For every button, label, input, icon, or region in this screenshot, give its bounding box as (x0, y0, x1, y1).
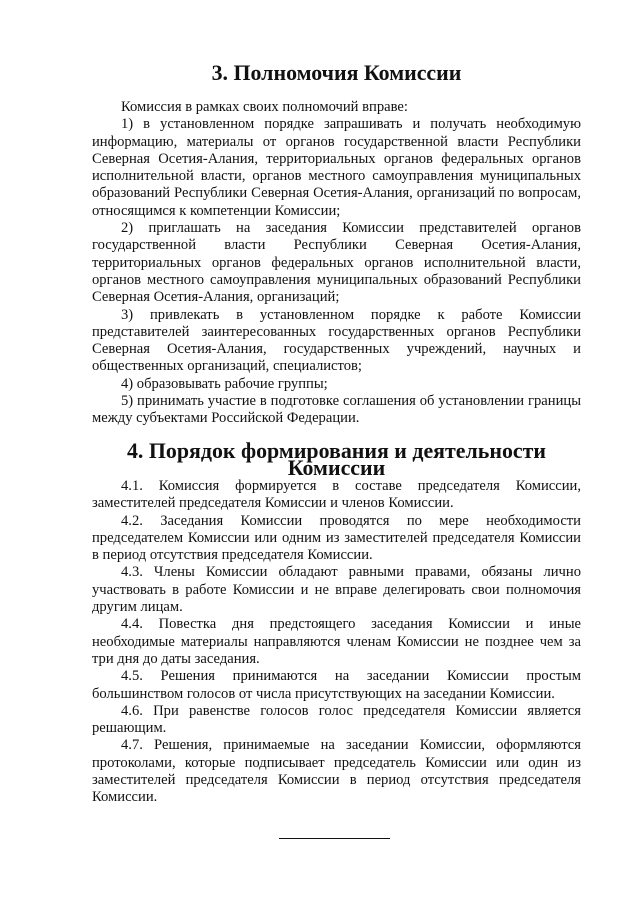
clause-4-2: 4.2. Заседания Комиссии проводятся по мере необходимости председателем Комиссии или одним из заместителей председателя Комиссии в период отсутствия председателя Комиссии. (92, 512, 581, 564)
section-3-heading: 3. Полномочия Комиссии (211, 60, 462, 85)
clause-4-4: 4.4. Повестка дня предстоящего заседания Комиссии и иные необходимые материалы направляются членам Комиссии не позднее чем за три дня до даты заседания. (92, 616, 581, 667)
clause-4-5: 4.5. Решения принимаются на заседании Комиссии простым большинством голосов от числа присутствующих на заседании Комиссии. (92, 668, 581, 702)
clause-4-7: 4.7. Решения, принимаемые на заседании Комиссии, оформляются протоколами, которые подписывает председатель Комиссии или один из заместителей председателя Комиссии в период отсутствия председателя Комиссии. (92, 737, 581, 806)
section-3-item-5: 5) принимать участие в подготовке соглашения об установлении границы между субъектами Российской Федерации. (92, 393, 581, 427)
section-3-item-1: 1) в установленном порядке запрашивать и получать необходимую информацию, материалы от органов государственной власти Республики Северная Осетия-Алания, территориальных органов федеральных органов исполнительной власти, органов местного самоуправления муниципальных образований Республики Северная Осетия-Алания, организаций по вопросам, относящимся к компетенции Комиссии; (92, 116, 581, 219)
clause-4-3: 4.3. Члены Комиссии обладают равными правами, обязаны лично участвовать в работе Комиссии и не вправе делегировать свои полномочия другим лицам. (92, 564, 581, 616)
section-4-body (92, 478, 581, 807)
section-3-item-4: 4) образовывать рабочие группы; (121, 375, 328, 392)
clause-4-6: 4.6. При равенстве голосов голос председателя Комиссии является решающим. (92, 702, 581, 737)
footer-divider (279, 838, 390, 839)
section-3-item-2: 2) приглашать на заседания Комиссии представителей органов государственной власти Республики Северная Осетия-Алания, территориальных органов федеральных органов исполнительной власти, органов местного самоуправления муниципальных образований Республики Северная Осетия-Алания, организаций; (92, 220, 581, 306)
section-3-intro: Комиссия в рамках своих полномочий вправе: (121, 99, 408, 115)
clause-4-1: 4.1. Комиссия формируется в составе председателя Комиссии, заместителей председателя Комиссии и членов Комиссии. (92, 478, 581, 512)
section-3-item-3: 3) привлекать в установленном порядке к работе Комиссии представителей заинтересованных государственных органов Республики Северная Осетия-Алания, государственных учреждений, научных и общественных организаций, специалистов; (92, 306, 581, 375)
section-4-heading: 4. Порядок формирования и деятельности Комиссии (126, 438, 546, 481)
section-3-body (92, 99, 581, 428)
